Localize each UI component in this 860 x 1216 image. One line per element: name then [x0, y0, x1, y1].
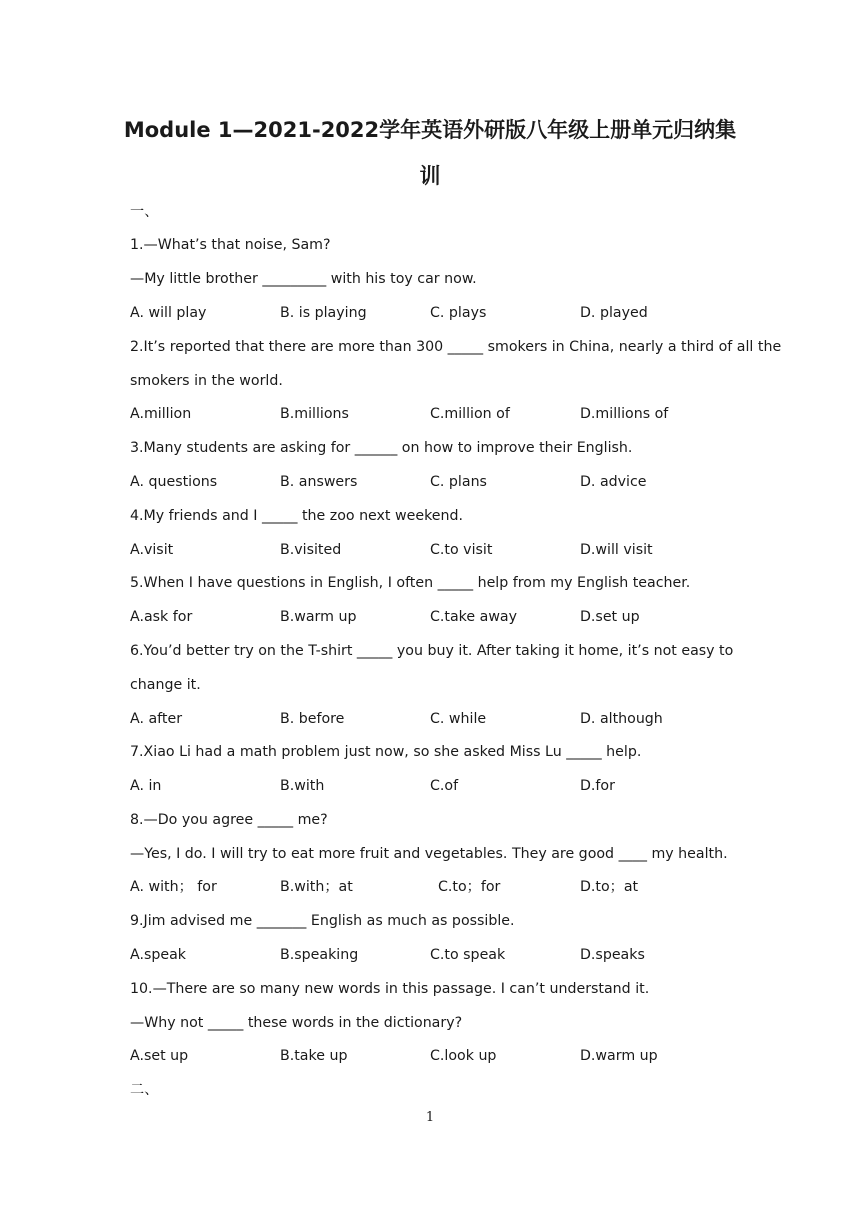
question-3-option-c: C. plans: [430, 474, 487, 490]
question-2-option-a: A.million: [130, 406, 192, 422]
question-6-option-c: C. while: [430, 711, 487, 727]
question-7-option-d: D.for: [580, 778, 615, 794]
question-1-option-c: C. plays: [430, 305, 487, 321]
question-9-option-a: A.speak: [130, 947, 187, 963]
page-title-continued: 训: [419, 164, 441, 188]
question-2-stem: 2.It’s reported that there are more than 300 _____ smokers in China, nearly a third of all the: [130, 339, 782, 355]
question-4-option-a: A.visit: [130, 542, 174, 558]
question-8-stem: 8.—Do you agree _____ me?: [130, 812, 328, 828]
question-8-option-a: A. with； for: [130, 879, 217, 895]
question-5-stem: 5.When I have questions in English, I often _____ help from my English teacher.: [130, 575, 691, 591]
section-heading-one: 一、: [130, 204, 159, 220]
question-1-stem: 1.—What’s that noise, Sam?: [130, 237, 331, 253]
question-7-option-a: A. in: [130, 778, 162, 794]
question-2-stem-line2: smokers in the world.: [130, 373, 283, 389]
question-3-option-d: D. advice: [580, 474, 647, 490]
question-1-stem-line2: —My little brother _________ with his toy car now.: [130, 271, 477, 287]
question-3-option-a: A. questions: [130, 474, 218, 490]
question-4-stem: 4.My friends and I _____ the zoo next weekend.: [130, 508, 464, 524]
question-7-stem: 7.Xiao Li had a math problem just now, so she asked Miss Lu _____ help.: [130, 744, 642, 760]
question-8-stem-line2: —Yes, I do. I will try to eat more fruit and vegetables. They are good ____ my health.: [130, 846, 728, 862]
question-7-option-c: C.of: [430, 778, 459, 794]
question-6-stem-line2: change it.: [130, 677, 201, 693]
question-2-option-d: D.millions of: [580, 406, 669, 422]
question-10-option-d: D.warm up: [580, 1048, 658, 1064]
question-9-option-c: C.to speak: [430, 947, 506, 963]
question-6-option-b: B. before: [280, 711, 345, 727]
question-1-option-d: D. played: [580, 305, 648, 321]
question-5-option-c: C.take away: [430, 609, 518, 625]
question-4-option-b: B.visited: [280, 542, 342, 558]
section-heading-two: 二、: [130, 1082, 159, 1098]
question-8-option-c: C.to；for: [438, 879, 501, 895]
question-8-option-b: B.with；at: [280, 879, 353, 895]
question-4-option-c: C.to visit: [430, 542, 493, 558]
question-2-option-b: B.millions: [280, 406, 349, 422]
question-10-option-b: B.take up: [280, 1048, 348, 1064]
question-5-option-d: D.set up: [580, 609, 640, 625]
question-9-stem: 9.Jim advised me _______ English as much as possible.: [130, 913, 515, 929]
question-9-option-d: D.speaks: [580, 947, 645, 963]
question-3-option-b: B. answers: [280, 474, 358, 490]
question-6-option-a: A. after: [130, 711, 183, 727]
question-6-option-d: D. although: [580, 711, 663, 727]
question-1-option-b: B. is playing: [280, 305, 367, 321]
question-9-option-b: B.speaking: [280, 947, 359, 963]
question-4-option-d: D.will visit: [580, 542, 653, 558]
question-10-option-a: A.set up: [130, 1048, 189, 1064]
page-title: Module 1—2021-2022学年英语外研版八年级上册单元归纳集: [123, 118, 737, 142]
question-3-stem: 3.Many students are asking for ______ on how to improve their English.: [130, 440, 633, 456]
question-1-option-a: A. will play: [130, 305, 207, 321]
question-10-stem: 10.—There are so many new words in this passage. I can’t understand it.: [130, 981, 650, 997]
question-8-option-d: D.to；at: [580, 879, 639, 895]
page-number: 1: [425, 1110, 435, 1125]
question-6-stem: 6.You’d better try on the T-shirt _____ you buy it. After taking it home, it’s not easy to: [130, 643, 734, 659]
question-7-option-b: B.with: [280, 778, 325, 794]
question-5-option-b: B.warm up: [280, 609, 357, 625]
question-5-option-a: A.ask for: [130, 609, 193, 625]
question-2-option-c: C.million of: [430, 406, 510, 422]
question-10-stem-line2: —Why not _____ these words in the dictionary?: [130, 1015, 463, 1031]
question-10-option-c: C.look up: [430, 1048, 497, 1064]
